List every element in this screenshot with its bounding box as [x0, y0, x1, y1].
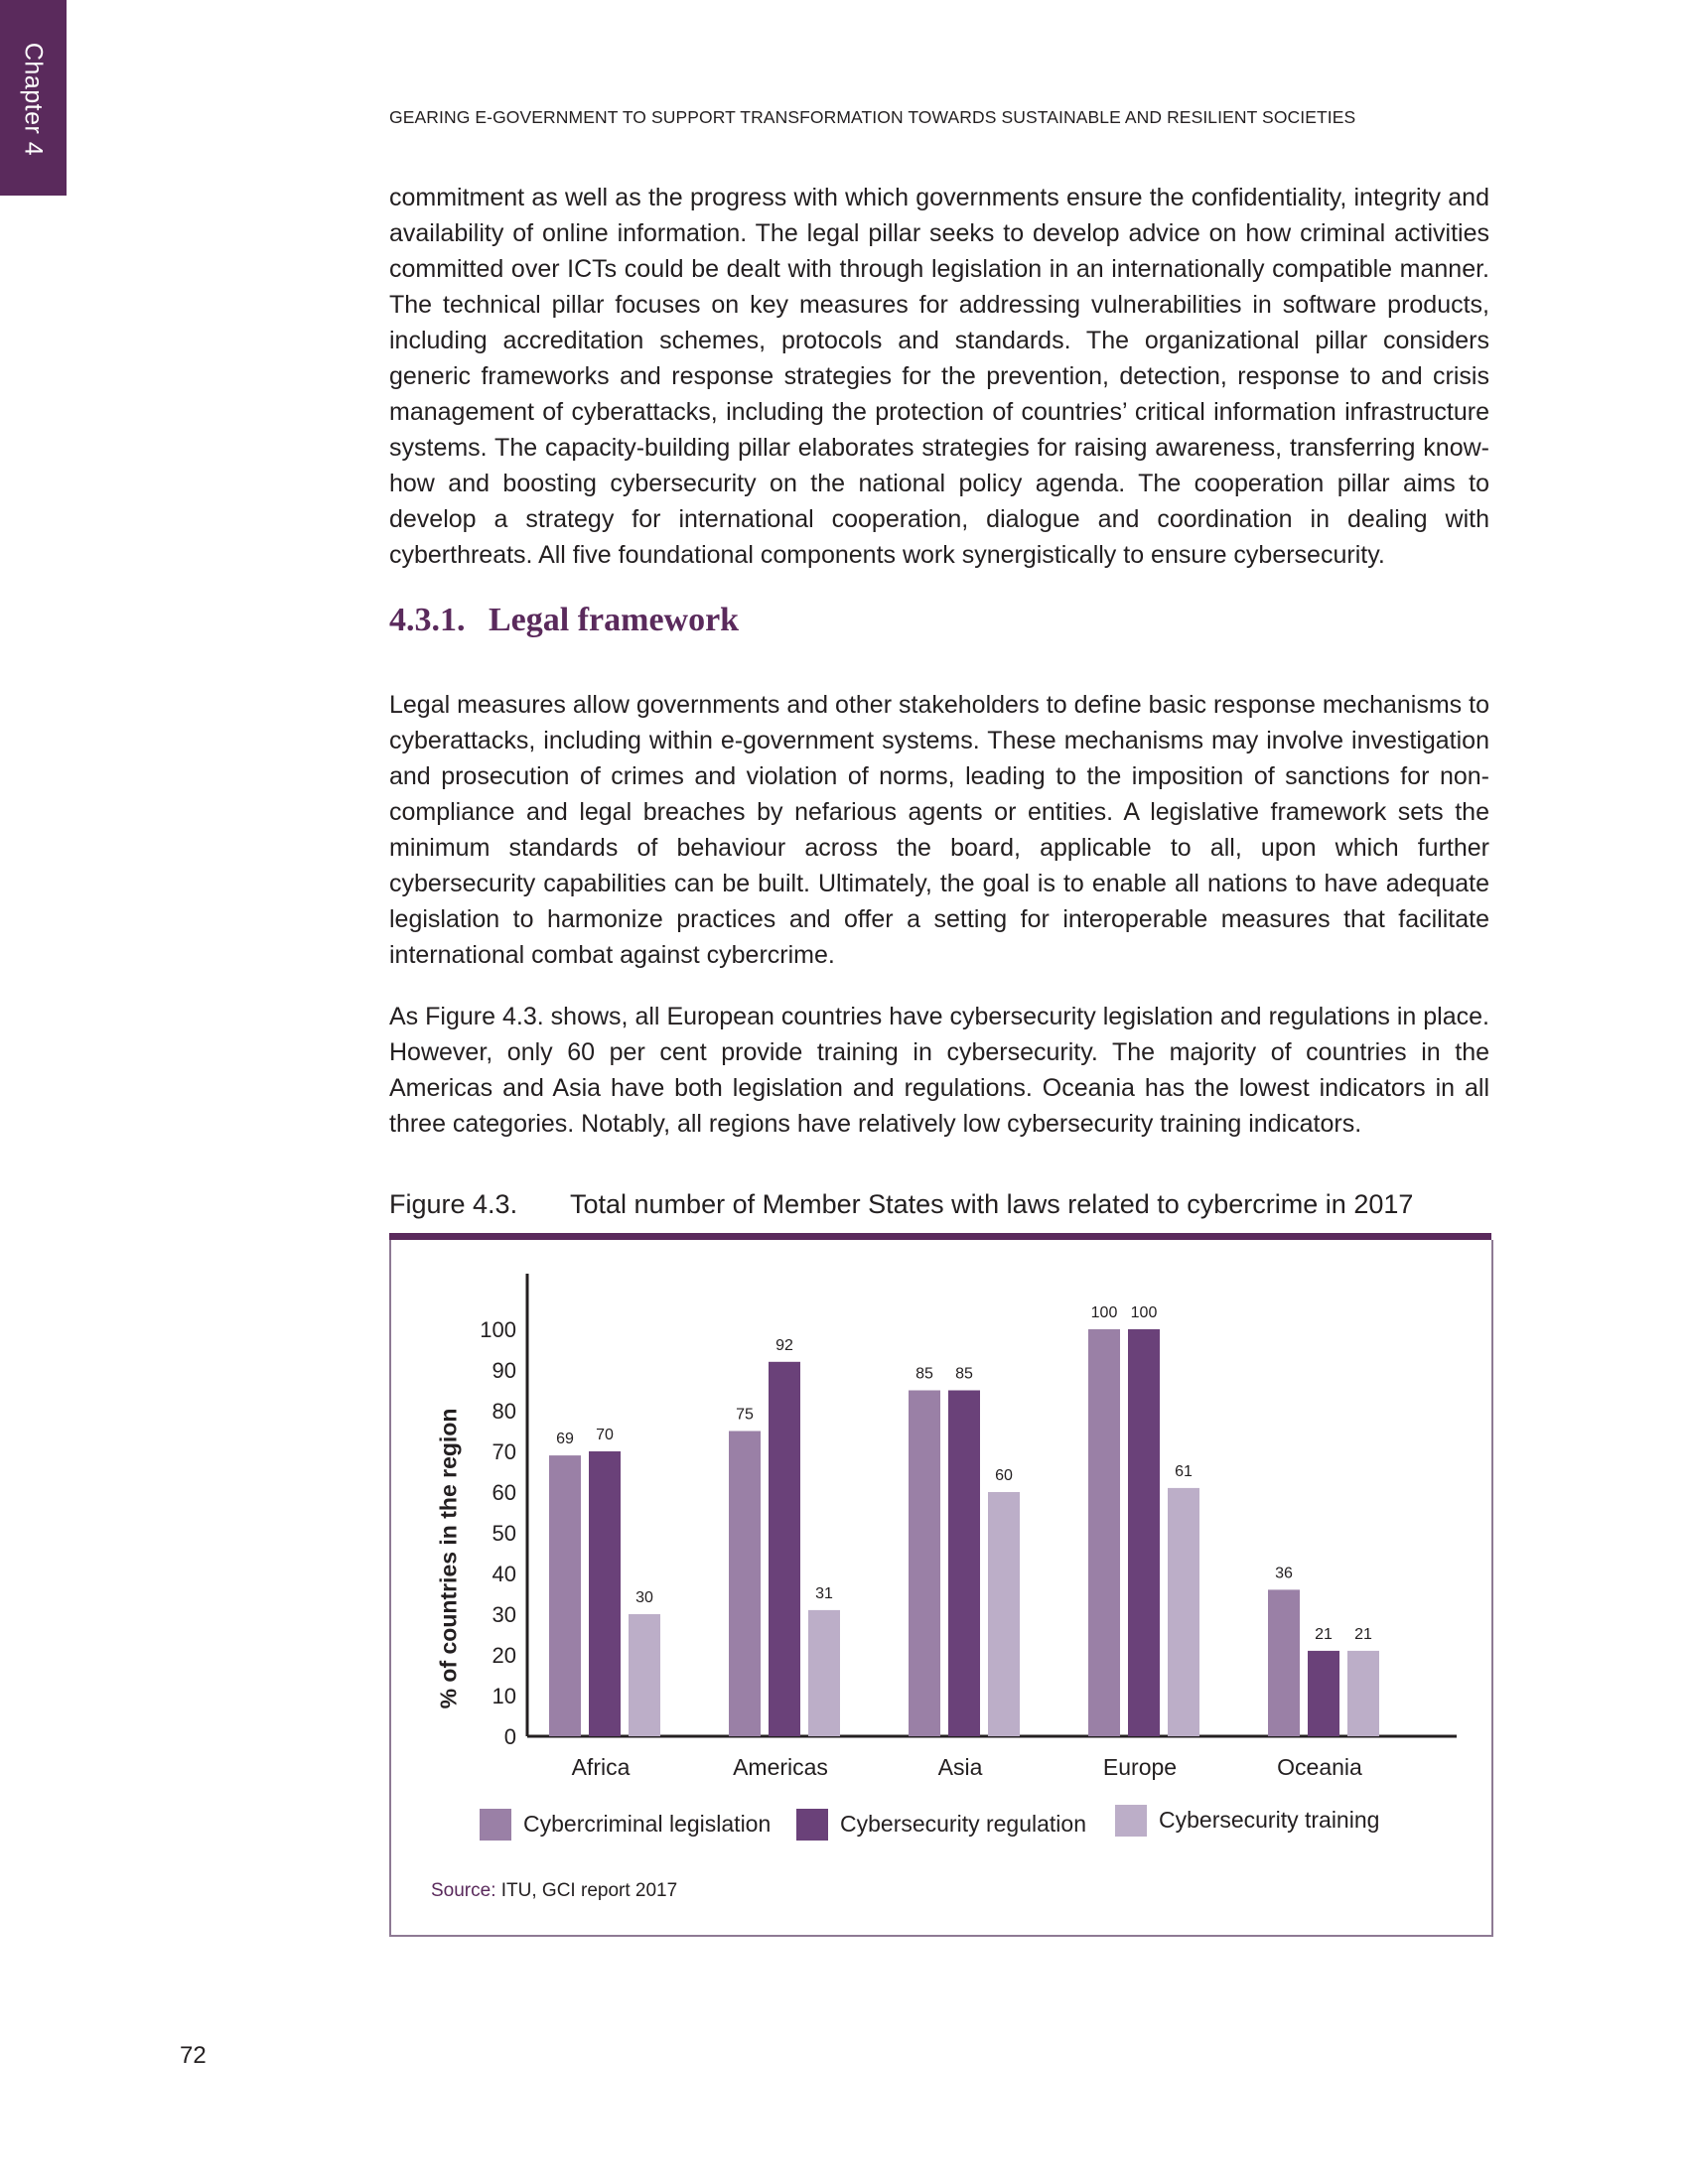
- x-category-label: Europe: [1102, 1754, 1178, 1780]
- bar: [729, 1432, 761, 1737]
- chapter-tab-label: Chapter 4: [19, 42, 48, 157]
- bar-value-label: 100: [1090, 1304, 1118, 1321]
- bar: [1308, 1651, 1339, 1736]
- y-tick-label: 40: [492, 1562, 516, 1586]
- section-number: 4.3.1.: [389, 602, 466, 638]
- y-tick-label: 0: [503, 1724, 516, 1749]
- bar-value-label: 100: [1130, 1304, 1158, 1321]
- x-category-label: Oceania: [1277, 1754, 1362, 1780]
- figure-source: [431, 1880, 677, 1902]
- bar: [948, 1391, 980, 1737]
- bar-value-label: 75: [736, 1406, 754, 1424]
- figure-label: Figure 4.3.: [389, 1189, 518, 1219]
- y-tick-label: 80: [492, 1399, 516, 1424]
- source-text: ITU, GCI report 2017: [500, 1880, 678, 1901]
- bar: [808, 1610, 840, 1736]
- x-category-label: Americas: [733, 1754, 828, 1780]
- bar: [1128, 1329, 1160, 1736]
- bar: [1168, 1488, 1199, 1736]
- bar-value-label: 70: [596, 1427, 614, 1443]
- legend-label-training: Cybersecurity training: [1159, 1807, 1380, 1833]
- page-number: 72: [180, 2042, 207, 2069]
- section-title: Legal framework: [489, 602, 740, 638]
- bar-value-label: 60: [995, 1467, 1013, 1484]
- body-paragraph-1: commitment as well as the progress with which governments ensure the confidentiality, integrity and availability of online information. The legal pillar seeks to develop advice on how criminal activities committed over ICTs could be dealt with through legislation in an internationally compatible manner. The technical pillar focuses on key measures for addressing vulnerabilities in software products, including accreditation schemes, protocols and standards. The organizational pillar considers generic frameworks and response strategies for the prevention, detection, response to and crisis management of cyberattacks, including the protection of countries’ critical information infrastructure systems. The capacity-building pillar elaborates strategies for raising awareness, transferring know-how and boosting cybersecurity on the national policy agenda. The cooperation pillar aims to develop a strategy for international cooperation, dialogue and coordination in dealing with cyberthreats. All five foundational components work synergistically to ensure cybersecurity.: [389, 184, 1489, 569]
- bar-value-label: 30: [635, 1589, 653, 1606]
- bar-value-label: 31: [815, 1584, 833, 1602]
- body-paragraph-3: As Figure 4.3. shows, all European countries have cybersecurity legislation and regulations in place. However, only 60 per cent provide training in cybersecurity. The majority of countries in the Americas and Asia have both legislation and regulations. Oceania has the lowest indicators in all three categories. Notably, all regions have relatively low cybersecurity training indicators.: [389, 1003, 1489, 1138]
- bar-value-label: 85: [915, 1365, 933, 1383]
- y-axis-label: % of countries in the region: [435, 1408, 462, 1709]
- bar: [909, 1391, 940, 1737]
- body-paragraph-2: Legal measures allow governments and other stakeholders to define basic response mechanisms to cyberattacks, including within e-government systems. These mechanisms may involve investigation and prosecution of crimes and violation of norms, leading to the imposition of sanctions for non-compliance and legal breaches by nefarious agents or entities. A legislative framework sets the minimum standards of behaviour across the board, applicable to all, upon which further cybersecurity capabilities can be built. Ultimately, the goal is to enable all nations to have adequate legislation to harmonize practices and offer a setting for interoperable measures that facilitate international combat against cybercrime.: [389, 691, 1489, 969]
- y-tick-label: 20: [492, 1643, 516, 1668]
- running-head: GEARING E-GOVERNMENT TO SUPPORT TRANSFORMATION TOWARDS SUSTAINABLE AND RESILIENT SOCIETIES: [389, 107, 1356, 127]
- y-tick-label: 60: [492, 1480, 516, 1505]
- bar-value-label: 85: [955, 1365, 973, 1383]
- bar-value-label: 36: [1275, 1565, 1293, 1582]
- bar: [589, 1451, 621, 1736]
- bar: [629, 1614, 660, 1736]
- bar-value-label: 92: [775, 1336, 793, 1354]
- y-tick-label: 90: [492, 1358, 516, 1383]
- bar: [988, 1492, 1020, 1736]
- legend-label-regulation: Cybersecurity regulation: [840, 1811, 1087, 1837]
- bar-value-label: 69: [556, 1431, 574, 1448]
- y-tick-label: 70: [492, 1439, 516, 1464]
- bar: [549, 1455, 581, 1736]
- bar: [1268, 1589, 1300, 1736]
- legend-label-legislation: Cybercriminal legislation: [523, 1811, 772, 1837]
- x-category-label: Asia: [937, 1754, 983, 1780]
- bar: [769, 1362, 800, 1736]
- legend-swatch-legislation: [480, 1809, 511, 1841]
- bar-value-label: 61: [1175, 1462, 1193, 1480]
- y-tick-label: 10: [492, 1684, 516, 1708]
- y-tick-label: 100: [480, 1317, 516, 1342]
- bar-value-label: 21: [1354, 1625, 1372, 1643]
- x-category-label: Africa: [571, 1754, 631, 1780]
- bar-value-label: 21: [1315, 1625, 1333, 1643]
- y-tick-label: 50: [492, 1521, 516, 1546]
- legend-swatch-regulation: [796, 1809, 828, 1841]
- legend-swatch-training: [1115, 1805, 1147, 1837]
- bar: [1088, 1329, 1120, 1736]
- y-tick-label: 30: [492, 1602, 516, 1627]
- source-label: Source:: [431, 1880, 496, 1901]
- bar: [1347, 1651, 1379, 1736]
- figure-title: Total number of Member States with laws related to cybercrime in 2017: [570, 1189, 1414, 1219]
